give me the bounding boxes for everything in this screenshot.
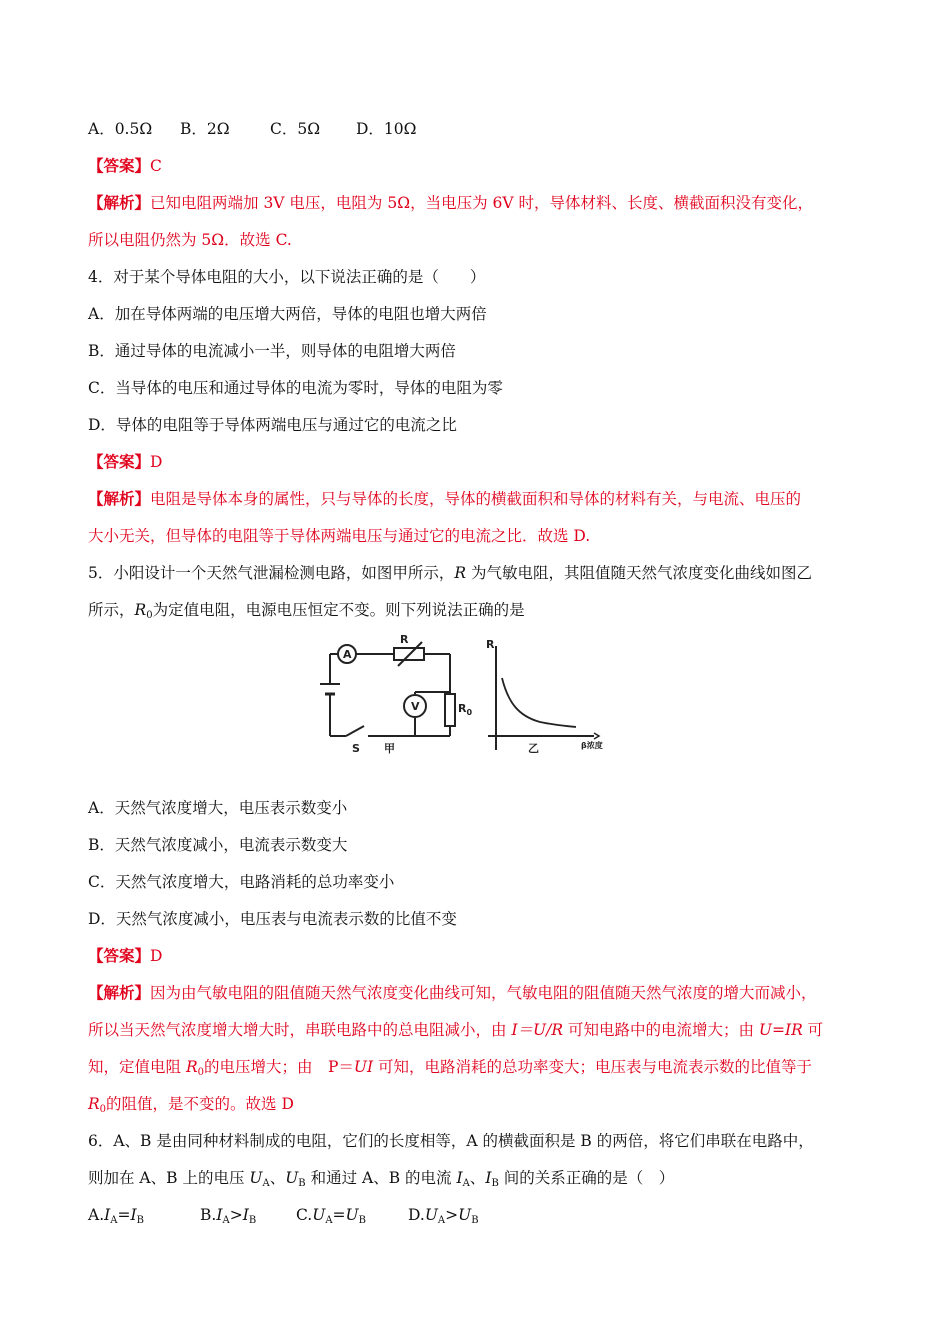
separator: 、 xyxy=(269,1169,286,1187)
q4-option-a: A．加在导体两端的电压增大两倍，导体的电阻也增大两倍 xyxy=(88,305,487,323)
q6-option-c: $C.U_A=U_B$ xyxy=(296,1206,366,1226)
analysis-tag: 【解析】 xyxy=(88,193,151,212)
figure-yi-label: 乙 xyxy=(528,742,539,755)
analysis-text: 电阻是导体本身的属性，只与导体的长度，导体的横截面积和导体的材料有关，与电流、电压的 xyxy=(150,490,802,508)
analysis-tag: 【解析】 xyxy=(88,489,151,508)
stem-text: 和通过 A、B 的电流 xyxy=(305,1169,457,1187)
graph-y-label: R xyxy=(486,638,495,651)
answer-value: D xyxy=(150,453,163,471)
q3-analysis-line-1 xyxy=(88,193,813,213)
q6-stem-line-1: 6．A、B 是由同种材料制成的电阻，它们的长度相等，A 的横截面积是 B 的两倍，将它们串联在电路中， xyxy=(88,1132,814,1150)
q5-option-c: C．天然气浓度增大，电路消耗的总功率变小 xyxy=(88,873,395,891)
q5-analysis-line-4 xyxy=(88,1094,294,1114)
formula-power: UI xyxy=(353,1058,374,1076)
q5-figure xyxy=(318,632,603,758)
subscript: A xyxy=(462,1178,470,1189)
switch-label: S xyxy=(352,742,360,755)
graph-x-label: β浓度 xyxy=(581,741,603,750)
subscript: 0 xyxy=(197,1067,204,1078)
q5-option-d: D．天然气浓度减小，电压表与电流表示数的比值不变 xyxy=(88,910,457,928)
q6-option-b: $B.I_A>I_B$ xyxy=(200,1206,257,1226)
subscript: 0 xyxy=(99,1104,107,1115)
stem-text: 间的关系正确的是（ ） xyxy=(498,1169,675,1187)
symbol-r: R xyxy=(454,564,467,582)
stem-text: 为气敏电阻，其阻值随天然气浓度变化曲线如图乙 xyxy=(466,564,812,582)
answer-tag: 【答案】 xyxy=(88,452,151,471)
figure-jia-label: 甲 xyxy=(384,742,395,755)
symbol-i: I xyxy=(456,1169,463,1187)
q5-analysis-line-2 xyxy=(88,1020,823,1040)
symbol-u: U xyxy=(285,1169,299,1187)
stem-text: 所示， xyxy=(88,601,135,619)
q5-stem-line-1 xyxy=(88,563,812,583)
q6-stem-line-2 xyxy=(88,1168,674,1188)
q3-option-a: A．0.5Ω xyxy=(88,120,153,138)
formula-ohm: I＝U/R xyxy=(511,1021,564,1039)
stem-text: 5．小阳设计一个天然气泄漏检测电路，如图甲所示， xyxy=(88,564,455,582)
symbol-r0: R xyxy=(88,1095,100,1113)
analysis-tag: 【解析】 xyxy=(88,983,151,1002)
analysis-text: 的电压增大；由 P＝ xyxy=(203,1058,354,1076)
q5-answer xyxy=(88,946,162,966)
q4-analysis-line-1 xyxy=(88,489,801,509)
symbol-r0: R xyxy=(134,601,147,619)
r-curve xyxy=(502,678,576,727)
q5-stem-line-2 xyxy=(88,600,525,620)
q5-option-a: A．天然气浓度增大，电压表示数变小 xyxy=(88,799,348,817)
symbol-u: U xyxy=(249,1169,263,1187)
r-concentration-graph xyxy=(488,646,599,750)
q4-answer xyxy=(88,452,162,472)
stem-text: 则加在 A、B 上的电压 xyxy=(88,1169,250,1187)
subscript: A xyxy=(262,1178,270,1189)
q3-option-d: D．10Ω xyxy=(356,120,417,138)
voltmeter-label: V xyxy=(411,700,420,713)
q3-options xyxy=(88,119,417,139)
answer-value: C xyxy=(150,157,162,175)
formula-voltage: U=IR xyxy=(758,1021,803,1039)
q6-options xyxy=(88,1205,479,1225)
subscript: B xyxy=(491,1178,499,1189)
stem-text: 为定值电阻，电源电压恒定不变。则下列说法正确的是 xyxy=(152,601,525,619)
q3-option-b: B．2Ω xyxy=(180,120,230,138)
resistor-r-label: R xyxy=(400,633,409,646)
q6-option-a: $A.I_A=I_B$ xyxy=(88,1206,144,1226)
symbol-i: I xyxy=(485,1169,492,1187)
q5-option-b: B．天然气浓度减小，电流表示数变大 xyxy=(88,836,348,854)
answer-value: D xyxy=(150,947,163,965)
ammeter-label: A xyxy=(343,648,352,661)
analysis-text: 已知电阻两端加 3V 电压，电阻为 5Ω，当电压为 6V 时，导体材料、长度、横截面积没有变化， xyxy=(150,194,813,212)
resistor-r0-symbol xyxy=(445,694,455,726)
subscript: B xyxy=(298,1178,306,1189)
q4-analysis-line-2: 大小无关，但导体的电阻等于导体两端电压与通过它的电流之比．故选 D. xyxy=(88,527,591,545)
resistor-r0-label: $R_0$ xyxy=(458,702,473,717)
answer-tag: 【答案】 xyxy=(88,156,151,175)
analysis-text: 可 xyxy=(802,1021,824,1039)
analysis-text: 可知，电路消耗的总功率变大；电压表与电流表示数的比值等于 xyxy=(373,1058,813,1076)
q4-option-b: B．通过导体的电流减小一半，则导体的电阻增大两倍 xyxy=(88,342,456,360)
symbol-r0: R xyxy=(185,1058,198,1076)
q4-stem: 4．对于某个导体电阻的大小，以下说法正确的是（ ） xyxy=(88,268,486,286)
analysis-text: 知，定值电阻 xyxy=(88,1058,186,1076)
analysis-text: 因为由气敏电阻的阻值随天然气浓度变化曲线可知，气敏电阻的阻值随天然气浓度的增大而减小， xyxy=(150,984,817,1002)
q6-option-d: $D.U_A>U_B$ xyxy=(408,1206,479,1226)
answer-tag: 【答案】 xyxy=(88,946,151,965)
separator: 、 xyxy=(469,1169,486,1187)
q3-analysis-line-2: 所以电阻仍然为 5Ω．故选 C. xyxy=(88,231,292,249)
q3-option-c: C．5Ω xyxy=(270,120,321,138)
q4-option-d: D．导体的电阻等于导体两端电压与通过它的电流之比 xyxy=(88,416,457,434)
analysis-text: 可知电路中的电流增大；由 xyxy=(563,1021,759,1039)
circuit-diagram xyxy=(320,642,455,736)
q4-option-c: C．当导体的电压和通过导体的电流为零时，导体的电阻为零 xyxy=(88,379,503,397)
q3-answer xyxy=(88,156,162,176)
analysis-text: 所以当天然气浓度增大增大时，串联电路中的总电阻减小，由 xyxy=(88,1021,512,1039)
q5-analysis-line-1 xyxy=(88,983,817,1003)
subscript: 0 xyxy=(146,610,153,621)
analysis-text: 的阻值，是不变的。故选 D xyxy=(106,1095,294,1113)
q5-analysis-line-3 xyxy=(88,1057,812,1077)
